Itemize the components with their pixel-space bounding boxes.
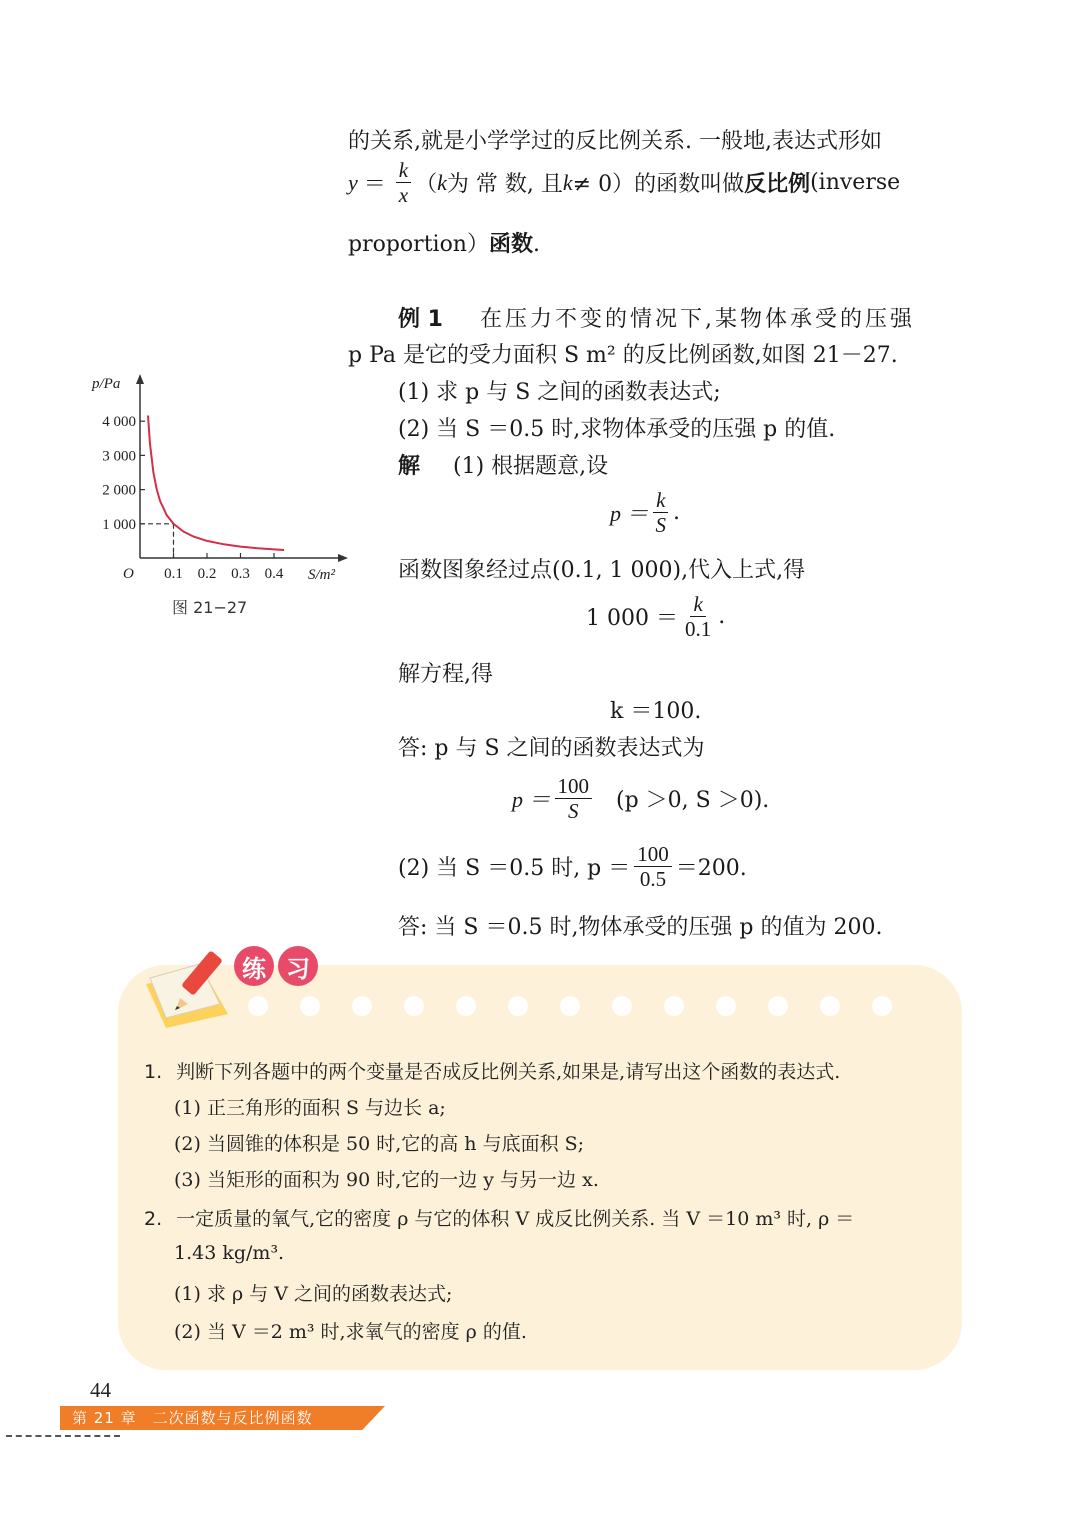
eq4-left: p ＝: [512, 787, 551, 813]
figure-y-axis-label: p/Pa: [92, 376, 121, 392]
figure-y-tick-label: 2 000: [102, 482, 136, 499]
exercise-dot: [300, 996, 320, 1016]
pencil-icon: [136, 944, 246, 1034]
figure-caption: 图 21−27: [172, 598, 248, 617]
def-frac-den: x: [398, 183, 409, 208]
equation-1: [610, 488, 680, 537]
exercise-dot: [820, 996, 840, 1016]
eq2-num: k: [690, 592, 705, 617]
chapter-title: 第 21 章 二次函数与反比例函数: [72, 1409, 313, 1427]
sol2-num: 100: [634, 842, 672, 867]
exercise-text: 一定质量的氧气,它的密度 ρ 与它的体积 V 成反比例关系. 当 V ＝10 m³ 时, ρ ＝: [176, 1208, 855, 1230]
example-text: 在压力不变的情况下,某物体承受的压强: [479, 307, 915, 332]
def-equals: ＝: [363, 172, 386, 198]
footer-dashed-line: [6, 1435, 120, 1437]
def-var-y: y: [348, 169, 358, 195]
eq1-fraction: [653, 488, 670, 537]
solution-step-1: (1) 根据题意,设: [453, 454, 609, 479]
exercise-item-1-2: (2) 当圆锥的体积是 50 时,它的高 h 与底面积 S;: [174, 1133, 585, 1155]
equation-3: k ＝100.: [610, 699, 702, 724]
exercise-num: 1.: [144, 1061, 163, 1083]
figure-y-tick-label: 3 000: [102, 448, 136, 465]
question-1: (1) 求 p 与 S 之间的函数表达式;: [398, 380, 721, 405]
def-fraction: [396, 158, 411, 207]
answer-2: 答: 当 S ＝0.5 时,物体承受的压强 p 的值为 200.: [398, 915, 883, 940]
exercise-dot: [872, 996, 892, 1016]
def-term: 反比例: [744, 172, 811, 198]
eq4-fraction: [555, 774, 593, 823]
paragraph-line-3: [348, 227, 540, 258]
english-term: proportion）: [348, 232, 489, 257]
figure-x-tick-label: 0.2: [197, 566, 217, 582]
sol2-fraction: [634, 842, 672, 891]
equation-2: [586, 592, 725, 641]
answer-1: 答: p 与 S 之间的函数表达式为: [398, 736, 705, 761]
exercise-item-2: [144, 1204, 854, 1231]
figure-x-axis-label: S/m²: [308, 567, 335, 583]
exercise-dot: [560, 996, 580, 1016]
figure-curve: [148, 416, 284, 551]
eq1-left: p ＝: [610, 501, 649, 527]
solution-start: [398, 449, 608, 480]
exercise-item-2-2: (2) 当 V ＝2 m³ 时,求氧气的密度 ρ 的值.: [174, 1321, 527, 1343]
figure-graph: [80, 368, 370, 618]
exercise-item-1-3: (3) 当矩形的面积为 90 时,它的一边 y 与另一边 x.: [174, 1169, 599, 1191]
exercise-dot: [248, 996, 268, 1016]
exercise-dot: [404, 996, 424, 1016]
sol2-right: ＝200.: [675, 856, 747, 882]
eq4-num: 100: [555, 774, 593, 799]
figure-x-arrow: [338, 554, 348, 562]
figure-origin-label: O: [123, 566, 134, 582]
equation-4: [512, 774, 769, 823]
exercise-dot: [768, 996, 788, 1016]
exercise-dot: [664, 996, 684, 1016]
eq4-condition: (p ＞0, S ＞0).: [616, 788, 770, 814]
exercise-text: 判断下列各题中的两个变量是否成反比例关系,如果是,请写出这个函数的表达式.: [176, 1061, 841, 1083]
example-label: 例 1: [398, 307, 443, 332]
eq2-fraction: [682, 592, 714, 641]
term-function: 函数: [488, 232, 533, 257]
exercise-item-2-1: (1) 求 ρ 与 V 之间的函数表达式;: [174, 1283, 453, 1305]
solution-pass-point: 函数图象经过点(0.1, 1 000),代入上式,得: [398, 558, 806, 583]
exercise-dot: [352, 996, 372, 1016]
figure-y-arrow: [136, 374, 144, 384]
eq1-end: .: [673, 500, 681, 526]
question-2: (2) 当 S ＝0.5 时,求物体承受的压强 p 的值.: [398, 417, 836, 442]
definition-line: [348, 158, 900, 207]
def-k: k: [437, 169, 447, 195]
def-open-paren: （: [415, 172, 438, 198]
figure-y-tick-label: 4 000: [102, 414, 136, 431]
exercise-num: 2.: [144, 1208, 163, 1230]
figure-x-tick-label: 0.4: [264, 566, 284, 582]
solution-label: 解: [398, 454, 421, 479]
sol2-den: 0.5: [639, 867, 667, 892]
eq4-den: S: [568, 799, 579, 824]
eq2-left: 1 000 ＝: [586, 606, 678, 632]
eq2-end: .: [718, 604, 726, 630]
def-english: (inverse: [810, 170, 901, 196]
exercise-dot: [716, 996, 736, 1016]
def-const-text: 为 常 数, 且: [446, 172, 563, 198]
page-number: 44: [90, 1378, 111, 1402]
exercise-dot: [612, 996, 632, 1016]
eq1-num: k: [653, 488, 668, 513]
def-neq-text: ≠ 0）的函数叫做: [572, 172, 745, 198]
exercise-badge: [234, 946, 318, 986]
sol2-left: (2) 当 S ＝0.5 时, p ＝: [398, 856, 631, 882]
exercise-badge-char-1: 练: [234, 946, 274, 986]
def-frac-num: k: [396, 158, 411, 183]
exercise-dot: [508, 996, 528, 1016]
solution-solve: 解方程,得: [398, 662, 493, 687]
line3-end: .: [533, 232, 540, 257]
figure-y-tick-label: 1 000: [102, 516, 136, 533]
paragraph-line-1: 的关系,就是小学学过的反比例关系. 一般地,表达式形如: [348, 129, 882, 154]
example-heading: [398, 302, 915, 333]
figure-x-tick-label: 0.3: [231, 566, 250, 582]
exercise-item-2-cont: 1.43 kg/m³.: [174, 1242, 285, 1264]
exercise-dots: [248, 996, 908, 1020]
eq1-den: S: [655, 513, 667, 538]
exercise-badge-char-2: 习: [278, 946, 318, 986]
eq2-den: 0.1: [684, 617, 712, 642]
exercise-dot: [456, 996, 476, 1016]
exercise-item-1: [144, 1057, 840, 1084]
solution-part-2: [398, 842, 747, 891]
example-line-2: p Pa 是它的受力面积 S m² 的反比例函数,如图 21－27.: [348, 343, 898, 368]
def-k2: k: [562, 169, 573, 195]
figure-x-tick-label: 0.1: [164, 566, 183, 582]
exercise-item-1-1: (1) 正三角形的面积 S 与边长 a;: [174, 1097, 446, 1119]
